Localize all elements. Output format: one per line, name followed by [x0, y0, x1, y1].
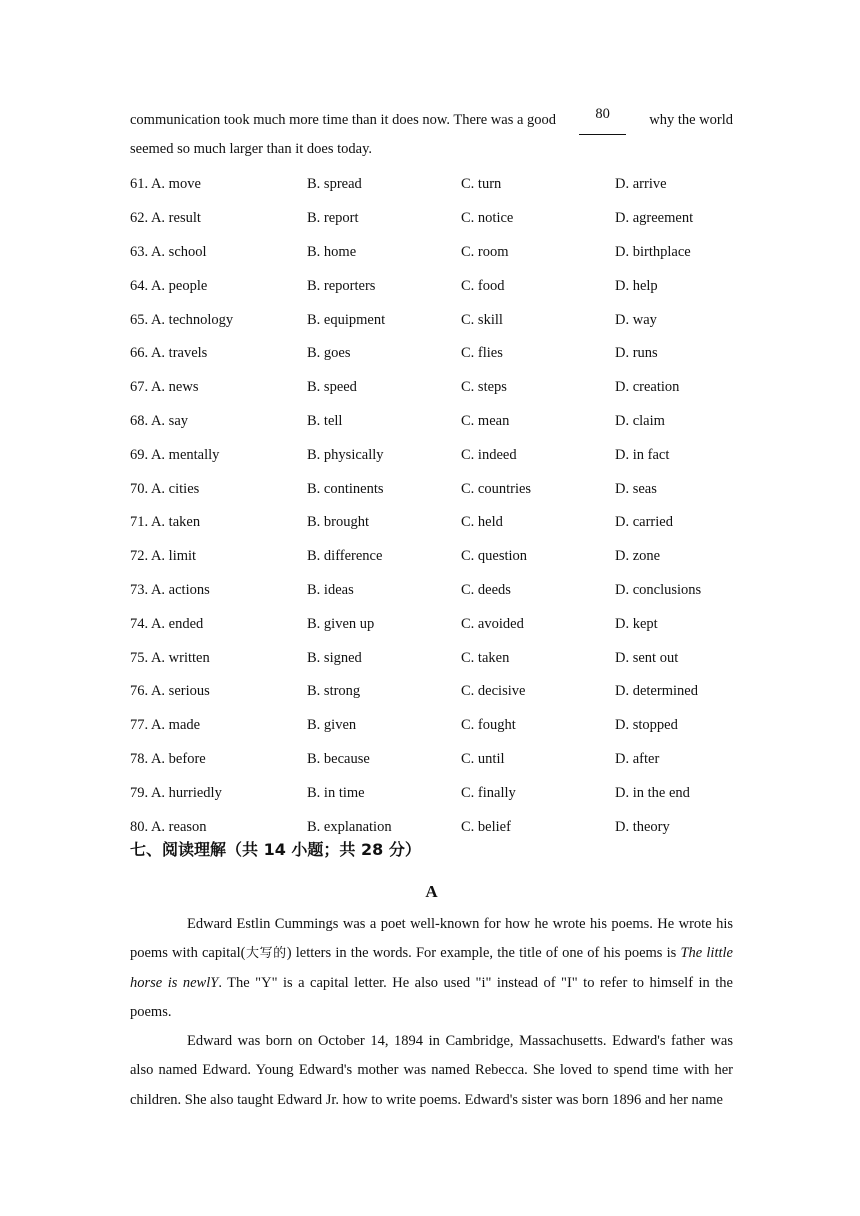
question-number: 65.	[130, 311, 149, 328]
question-and-option-a	[130, 548, 307, 565]
option-b: B. equipment	[307, 311, 386, 328]
option-c: C. belief	[461, 818, 511, 835]
intro-line-1	[130, 106, 733, 135]
option-c: C. turn	[461, 176, 502, 193]
option-row	[130, 337, 733, 371]
option-row	[130, 506, 733, 540]
question-and-option-a	[130, 413, 307, 430]
option-d: D. seas	[615, 480, 657, 497]
option-b: B. because	[307, 750, 370, 767]
option-d: D. runs	[615, 345, 658, 362]
option-a: A. reason	[150, 818, 207, 835]
question-number: 78.	[130, 750, 149, 767]
option-c: C. fought	[461, 717, 516, 734]
option-row	[130, 371, 733, 405]
option-c: C. until	[461, 750, 505, 767]
question-number: 79.	[130, 784, 149, 801]
option-a: A. limit	[150, 548, 197, 565]
option-d: D. in the end	[615, 784, 690, 801]
option-a: A. made	[150, 717, 201, 734]
option-d: D. zone	[615, 548, 661, 565]
option-d: D. claim	[615, 412, 665, 429]
option-b: B. in time	[307, 784, 365, 801]
option-row	[130, 709, 733, 743]
passage-title: A	[425, 882, 438, 901]
option-c: C. deeds	[461, 581, 511, 598]
option-a: A. travels	[150, 345, 208, 362]
option-b: B. spread	[307, 176, 362, 193]
option-a: A. ended	[150, 615, 204, 632]
option-b: B. tell	[307, 412, 343, 429]
option-c: C. decisive	[461, 683, 526, 700]
option-a: A. technology	[150, 311, 234, 328]
option-d: D. theory	[615, 818, 670, 835]
option-d: D. agreement	[615, 210, 694, 227]
question-number: 62.	[130, 210, 149, 227]
question-number: 68.	[130, 412, 149, 429]
option-b: B. goes	[307, 345, 351, 362]
option-a: A. taken	[150, 514, 201, 531]
question-number: 77.	[130, 717, 149, 734]
option-row	[130, 641, 733, 675]
option-a: A. actions	[150, 581, 210, 598]
option-row	[130, 574, 733, 608]
passage-paragraph-1	[130, 910, 733, 1027]
option-c: C. question	[461, 548, 528, 565]
question-and-option-a	[130, 751, 307, 768]
option-d: D. in fact	[615, 446, 670, 463]
option-row	[130, 743, 733, 777]
p1-text-part2: ) letters in the words. For example, the title of one of his poems is	[286, 945, 681, 962]
option-d: D. stopped	[615, 717, 678, 734]
option-b: B. signed	[307, 649, 362, 666]
question-and-option-a	[130, 650, 307, 667]
option-c: C. flies	[461, 345, 503, 362]
question-number: 69.	[130, 446, 149, 463]
option-c: C. avoided	[461, 615, 524, 632]
option-b: B. explanation	[307, 818, 392, 835]
passage-paragraph-2: Edward was born on October 14, 1894 in Cambridge, Massachusetts. Edward's father was also named Edward. Young Edward's mother was named Rebecca. She loved to spend time with her children. She also taught Edward Jr. how to write poems. Edward's sister was born 1896 and her name	[130, 1033, 733, 1108]
option-b: B. brought	[307, 514, 370, 531]
question-number: 74.	[130, 615, 149, 632]
option-c: C. steps	[461, 379, 507, 396]
option-d: D. carried	[615, 514, 673, 531]
option-row	[130, 540, 733, 574]
option-a: A. news	[150, 379, 199, 396]
question-and-option-a	[130, 447, 307, 464]
question-and-option-a	[130, 616, 307, 633]
option-d: D. way	[615, 311, 657, 328]
option-d: D. after	[615, 750, 660, 767]
option-a: A. mentally	[150, 446, 220, 463]
option-c: C. held	[461, 514, 503, 531]
option-c: C. finally	[461, 784, 516, 801]
question-and-option-a	[130, 717, 307, 734]
option-d: D. creation	[615, 379, 680, 396]
section-heading: 七、阅读理解（共 14 小题；共 28 分）	[130, 840, 421, 859]
question-and-option-a	[130, 244, 307, 261]
option-d: D. arrive	[615, 176, 667, 193]
option-row	[130, 675, 733, 709]
option-d: D. determined	[615, 683, 698, 700]
option-a: A. before	[150, 750, 206, 767]
option-c: C. notice	[461, 210, 514, 227]
option-d: D. birthplace	[615, 243, 691, 260]
option-row	[130, 607, 733, 641]
option-b: B. home	[307, 243, 357, 260]
question-and-option-a	[130, 278, 307, 295]
option-b: B. given	[307, 717, 357, 734]
p1-text-part3: . The "Y" is a capital letter. He also used "i" instead of "I" to refer to himself in the poems.	[130, 974, 733, 1020]
option-b: B. ideas	[307, 581, 354, 598]
p1-cjk-gloss: 大写的	[245, 946, 287, 962]
option-d: D. kept	[615, 615, 658, 632]
option-a: A. school	[150, 243, 207, 260]
question-number: 64.	[130, 277, 149, 294]
question-number: 80.	[130, 818, 149, 835]
question-number: 72.	[130, 548, 149, 565]
question-number: 61.	[130, 176, 149, 193]
question-and-option-a	[130, 514, 307, 531]
option-b: B. reporters	[307, 277, 376, 294]
option-row	[130, 776, 733, 810]
question-number: 66.	[130, 345, 149, 362]
question-number: 75.	[130, 649, 149, 666]
passage-text	[130, 910, 733, 1115]
option-a: A. hurriedly	[150, 784, 222, 801]
option-d: D. help	[615, 277, 658, 294]
question-number: 76.	[130, 683, 149, 700]
option-row	[130, 202, 733, 236]
option-a: A. serious	[150, 683, 210, 700]
option-row	[130, 438, 733, 472]
question-number: 73.	[130, 581, 149, 598]
question-number: 71.	[130, 514, 149, 531]
question-and-option-a	[130, 312, 307, 329]
question-and-option-a	[130, 210, 307, 227]
option-a: A. move	[150, 176, 201, 193]
poem-title: The little horse is newlY	[130, 945, 733, 991]
question-and-option-a	[130, 176, 307, 193]
cloze-options-list	[130, 168, 733, 844]
option-b: B. report	[307, 210, 359, 227]
option-b: B. difference	[307, 548, 383, 565]
option-c: C. countries	[461, 480, 532, 497]
option-a: A. cities	[150, 480, 200, 497]
option-row	[130, 236, 733, 270]
option-c: C. indeed	[461, 446, 517, 463]
question-and-option-a	[130, 379, 307, 396]
option-d: D. sent out	[615, 649, 679, 666]
question-and-option-a	[130, 785, 307, 802]
option-c: C. food	[461, 277, 505, 294]
intro-text	[130, 106, 733, 164]
question-and-option-a	[130, 345, 307, 362]
option-b: B. speed	[307, 379, 357, 396]
option-row	[130, 168, 733, 202]
question-number: 67.	[130, 379, 149, 396]
question-and-option-a	[130, 582, 307, 599]
option-row	[130, 405, 733, 439]
intro-line-1-before: communication took much more time than it does now. There was a good	[130, 112, 557, 128]
p1-text-part1: Edward Estlin Cummings was a poet well-known for how he wrote his poems. He wrote his poems with capital(	[130, 916, 733, 962]
option-b: B. strong	[307, 683, 361, 700]
option-row	[130, 303, 733, 337]
option-row	[130, 269, 733, 303]
question-and-option-a	[130, 819, 307, 836]
intro-line-1-after: why the world	[649, 112, 733, 128]
option-b: B. given up	[307, 615, 375, 632]
option-a: A. say	[150, 412, 189, 429]
option-a: A. written	[150, 649, 210, 666]
option-c: C. taken	[461, 649, 510, 666]
intro-line-2: seemed so much larger than it does today.	[130, 141, 373, 157]
option-b: B. physically	[307, 446, 384, 463]
question-number: 63.	[130, 243, 149, 260]
option-c: C. room	[461, 243, 509, 260]
option-a: A. result	[150, 210, 201, 227]
option-b: B. continents	[307, 480, 384, 497]
option-c: C. mean	[461, 412, 510, 429]
option-c: C. skill	[461, 311, 503, 328]
question-number: 70.	[130, 480, 149, 497]
option-d: D. conclusions	[615, 581, 702, 598]
question-and-option-a	[130, 481, 307, 498]
question-and-option-a	[130, 683, 307, 700]
answer-blank: 80	[579, 106, 626, 135]
option-a: A. people	[150, 277, 208, 294]
option-row	[130, 472, 733, 506]
